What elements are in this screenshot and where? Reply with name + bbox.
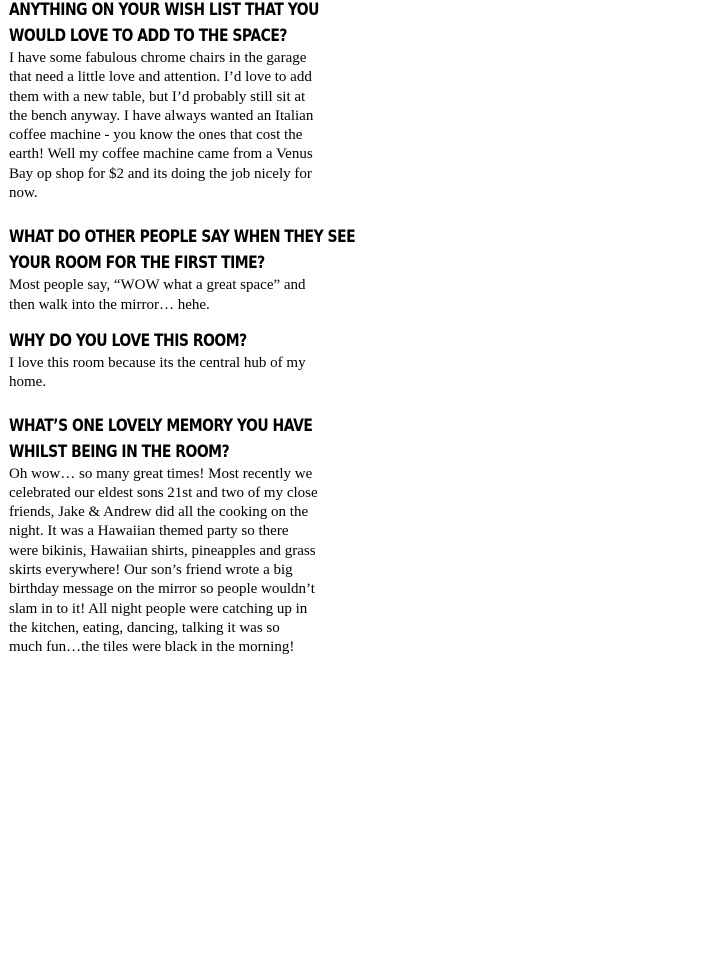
question-heading: WHY DO YOU LOVE THIS ROOM? (9, 330, 247, 351)
qa-section-first-impressions (9, 224, 364, 315)
question-heading: WHAT DO OTHER PEOPLE SAY WHEN THEY SEE YOUR ROOM FOR THE FIRST TIME? (9, 227, 356, 274)
qa-section-wish-list (9, 0, 364, 203)
qa-section-lovely-memory (9, 413, 364, 658)
answer-paragraph: Oh wow… so many great times! Most recently we celebrated our eldest sons 21st and two of my close friends, Jake & Andrew did all the cooking on the night. It was a Hawaiian themed party so there were bikinis, Hawaiian shirts, pineapples and grass skirts everywhere! Our son’s friend wrote a big birthday message on the mirror so people wouldn’t slam in to it! All night people were catching up in the kitchen, eating, dancing, talking it was so much fun…the tiles were black in the morning! (9, 465, 318, 656)
answer-paragraph: I have some fabulous chrome chairs in the garage that need a little love and attention. I’d love to add them with a new table, but I’d probably still sit at the bench anyway. I have always wanted an Italian coffee machine - you know the ones that cost the earth! Well my coffee machine came from a Venus Bay op shop for $2 and its doing the job nicely for now. (9, 50, 314, 202)
answer-paragraph: Most people say, “WOW what a great space” and then walk into the mirror… hehe. (9, 277, 306, 313)
question-heading: ANYTHING ON YOUR WISH LIST THAT YOU WOULD LOVE TO ADD TO THE SPACE? (9, 0, 319, 46)
qa-section-why-love (9, 328, 364, 393)
answer-paragraph: I love this room because its the central hub of my home. (9, 354, 306, 391)
interview-page (9, 0, 364, 658)
question-heading: WHAT’S ONE LOVELY MEMORY YOU HAVE WHILST BEING IN THE ROOM? (9, 415, 313, 462)
